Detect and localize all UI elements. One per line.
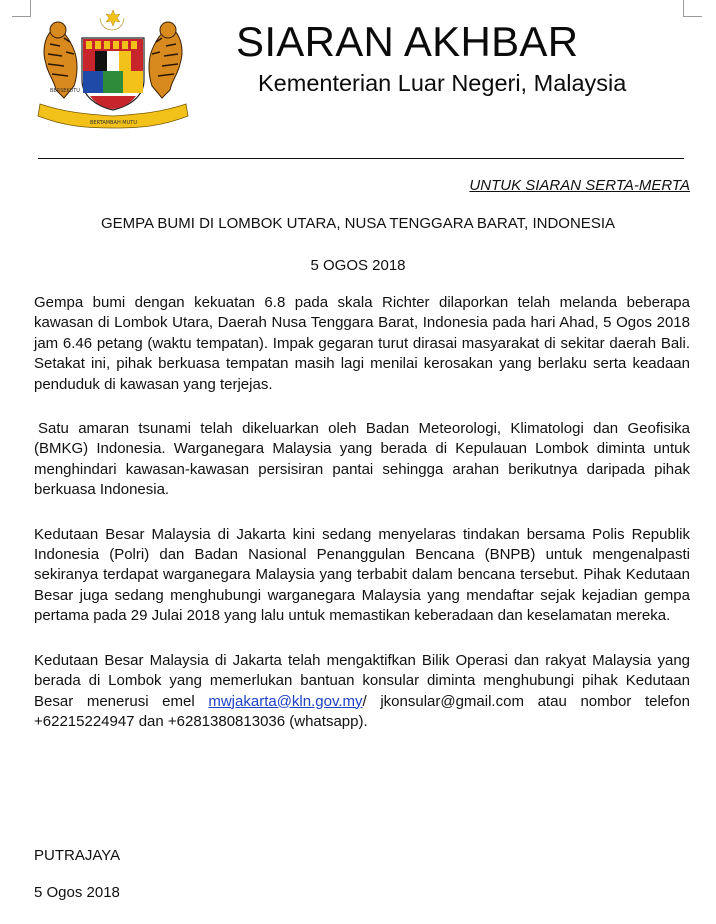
paragraph-tsunami-warning: Satu amaran tsunami telah dikeluarkan oleh Badan Meteorologi, Klimatologi dan Geofisika (BMKG) Indonesia. Warganegara Malaysia yang berada di Kepulauan Lombok diminta untuk menghindari kawasan-kawasan persisiran pantai sehingga arahan berikutnya daripada pihak berkuasa Indonesia. bbox=[34, 420, 690, 499]
ministry-name: Kementerian Luar Negeri, Malaysia bbox=[258, 70, 627, 96]
malaysia-coat-of-arms-icon bbox=[34, 8, 192, 130]
immediate-release-tag: UNTUK SIARAN SERTA-MERTA bbox=[469, 177, 690, 194]
closing-date: 5 Ogos 2018 bbox=[34, 884, 120, 901]
svg-text:BERTAMBAH MUTU: BERTAMBAH MUTU bbox=[90, 120, 137, 126]
header-divider bbox=[38, 158, 684, 159]
paragraph-consular-contact bbox=[34, 651, 690, 733]
embassy-email-link[interactable]: mwjakarta@kln.gov.my bbox=[208, 692, 363, 710]
press-release-date: 5 OGOS 2018 bbox=[310, 257, 406, 274]
svg-text:BERSEKUTU: BERSEKUTU bbox=[50, 88, 80, 94]
closing-place: PUTRAJAYA bbox=[34, 847, 121, 864]
paragraph-earthquake-report: Gempa bumi dengan kekuatan 6.8 pada skala Richter dilaporkan telah melanda beberapa kawasan di Lombok Utara, Daerah Nusa Tenggara Barat, Indonesia pada hari Ahad, 5 Ogos 2018 jam 6.46 petang (waktu tempatan). Impak gegaran turut dirasai masyarakat di sekitar daerah Bali. Setakat ini, pihak berkuasa tempatan masih lagi menilai kerosakan yang berlaku serta keadaan penduduk di kawasan yang terjejas. bbox=[34, 294, 690, 393]
press-release-body bbox=[34, 293, 690, 756]
press-release-headline: GEMPA BUMI DI LOMBOK UTARA, NUSA TENGGARA BARAT, INDONESIA bbox=[101, 215, 615, 232]
paragraph-embassy-coordination: Kedutaan Besar Malaysia di Jakarta kini sedang menyelaras tindakan bersama Polis Republik Indonesia (Polri) dan Badan Nasional Penanggulan Bencana (BNPB) untuk mengenalpasti sekiranya terdapat warganegara Malaysia yang terbabit dalam bencana tersebut. Pihak Kedutaan Besar juga sedang menghubungi warganegara Malaysia yang mendaftar sejak kejadian gempa pertama pada 29 Julai 2018 yang lalu untuk memastikan keberadaan dan keselamatan mereka. bbox=[34, 525, 690, 625]
page-corner-right bbox=[683, 0, 702, 17]
consular-contact-text: Kedutaan Besar Malaysia di Jakarta telah mengaktifkan Bilik Operasi dan rakyat Malaysia yang berada di Lombok yang memerlukan bantuan konsular diminta menghubungi pihak Kedutaan Besar menerusi emel bbox=[34, 651, 690, 710]
consular-contact-details: / jkonsular@gmail.com atau nombor telefon +62215224947 dan +6281380813036 (whatsapp). bbox=[34, 692, 690, 730]
press-release-title: SIARAN AKHBAR bbox=[236, 18, 579, 65]
page-corner-left bbox=[12, 0, 31, 17]
